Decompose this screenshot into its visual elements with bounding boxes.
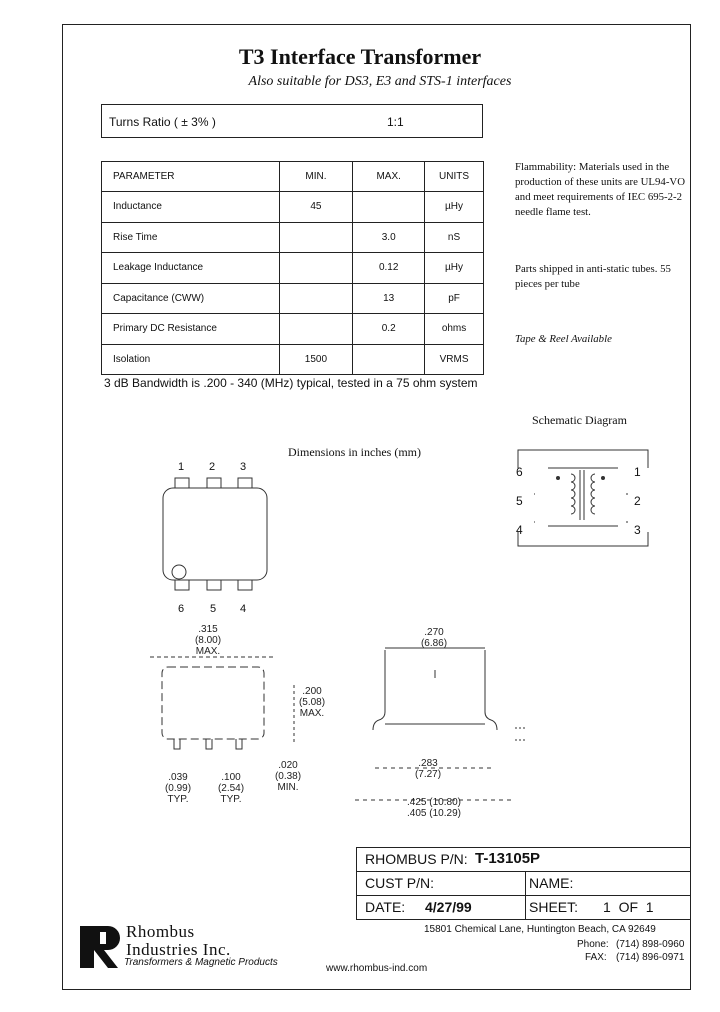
cell-units: µHy [425,253,484,284]
top-pin-2: 2 [209,461,216,473]
cell-units: ohms [425,314,484,345]
bottom-pin-5: 5 [210,603,217,615]
cell-parameter: Inductance [102,192,280,223]
table-row [102,253,484,284]
cell-max: 0.12 [353,253,425,284]
spec-header-row [102,162,484,192]
dim-text: MAX. [299,708,325,719]
schematic-pin-2: 2 [634,494,641,508]
bottom-pin-6: 6 [178,603,185,615]
dim-text: (0.38) [274,771,302,782]
cell-parameter: Rise Time [102,222,280,253]
table-row [102,344,484,375]
dim-text: (5.08) [298,697,326,708]
dim-text: .020 [278,760,298,771]
dim-text: MIN. [277,782,299,793]
schematic-pin-5: 5 [516,494,523,508]
company-logo [78,920,122,970]
fax-number: (714) 896-0971 [616,952,685,963]
cell-max: 13 [353,283,425,314]
top-pin-1: 1 [178,461,185,473]
cell-min [279,222,353,253]
dim-text: (7.27) [414,769,442,780]
company-address: 15801 Chemical Lane, Huntington Beach, CA 92649 [424,924,656,935]
company-tagline: Transformers & Magnetic Products [124,957,278,968]
dimensions-title: Dimensions in inches (mm) [288,445,421,459]
header-max: MAX. [353,162,425,192]
dim-text: TYP. [220,794,242,805]
cell-min [279,283,353,314]
pn-label: RHOMBUS P/N: [365,851,468,867]
cell-units: pF [425,283,484,314]
company-website[interactable]: www.rhombus-ind.com [326,963,428,974]
schematic-pin-6: 6 [516,465,523,479]
dim-text: .039 [168,772,188,783]
bandwidth-note: 3 dB Bandwidth is .200 - 340 (MHz) typical, tested in a 75 ohm system [104,376,478,390]
pin-width-dim [158,772,198,805]
standoff-dim [268,760,308,793]
title-block [356,847,691,920]
dim-text: TYP. [167,794,189,805]
sheet-label: SHEET: [529,899,579,915]
spec-table [101,161,484,375]
cell-units: VRMS [425,344,484,375]
document-subtitle: Also suitable for DS3, E3 and STS-1 interfaces [248,74,512,89]
turns-ratio-label: Turns Ratio ( ± 3% ) [109,115,216,129]
cell-min [279,253,353,284]
dim-text: (6.86) [420,638,448,649]
header-parameter: PARAMETER [102,162,280,192]
shipping-note: Parts shipped in anti-static tubes. 55 pieces per tube [515,263,671,290]
dim-text: .283 [418,758,438,769]
dim-text: (2.54) [217,783,245,794]
cust-label: CUST P/N: [365,875,434,891]
cell-max: 0.2 [353,314,425,345]
top-pin-3: 3 [240,461,247,473]
cell-max [353,192,425,223]
fax-label: FAX: [585,952,607,963]
cell-min: 45 [279,192,353,223]
phone-label: Phone: [577,939,609,950]
schematic-pin-3: 3 [634,523,641,537]
side-view-drawing [355,640,555,820]
divider [525,872,526,895]
cell-min [279,314,353,345]
phone-number: (714) 898-0960 [616,939,685,950]
schematic-title: Schematic Diagram [532,413,627,427]
tape-reel-note: Tape & Reel Available [515,333,612,345]
table-row [102,314,484,345]
date-label: DATE: [365,899,406,915]
cell-units: nS [425,222,484,253]
turns-ratio-value: 1:1 [387,115,404,129]
flammability-note: Flammability: Materials used in the production of these units are UL94-VO and meet requirements of IEC 695-2-2 needle flame test. [515,161,686,218]
dim-text: (8.00) [194,635,222,646]
height-max-dim [292,686,332,719]
document-title: T3 Interface Transformer [238,44,482,69]
body-width-dim [414,627,454,649]
dim-text: MAX. [195,646,221,657]
top-view-drawing [155,470,275,600]
width-max-dim [188,624,228,657]
company-name-line2: Industries Inc. [126,940,231,959]
dim-text: .315 [198,624,218,635]
cell-parameter: Leakage Inductance [102,253,280,284]
divider [525,896,526,919]
cust-row [357,872,690,896]
cell-max [353,344,425,375]
name-label: NAME: [529,875,574,891]
dim-text: .200 [302,686,322,697]
sheet-value: 1 OF 1 [603,899,654,915]
cell-units: µHy [425,192,484,223]
dim-text: .100 [221,772,241,783]
date-row [357,896,690,919]
front-view-drawing [150,655,300,755]
dim-text: (0.99) [164,783,192,794]
cell-max: 3.0 [353,222,425,253]
cell-min: 1500 [279,344,353,375]
header-units: UNITS [425,162,484,192]
table-row [102,283,484,314]
header-min: MIN. [279,162,353,192]
table-row [102,222,484,253]
company-name-line1: Rhombus [126,922,195,941]
pn-value: T-13105P [475,850,541,867]
pn-row [357,848,690,872]
pin-pitch-dim [211,772,251,805]
cell-parameter: Primary DC Resistance [102,314,280,345]
schematic-pin-1: 1 [634,465,641,479]
lead-span-dim [408,758,448,780]
dim-text: .405 (10.29) [407,808,461,819]
date-value: 4/27/99 [425,899,472,915]
dim-text: .425 (10.80) [407,797,461,808]
bottom-pin-4: 4 [240,603,247,615]
overall-max-dim [398,797,470,819]
turns-ratio-box [101,104,483,138]
table-row [102,192,484,223]
cell-parameter: Isolation [102,344,280,375]
cell-parameter: Capacitance (CWW) [102,283,280,314]
dim-text: .270 [424,627,444,638]
schematic-pin-4: 4 [516,523,523,537]
